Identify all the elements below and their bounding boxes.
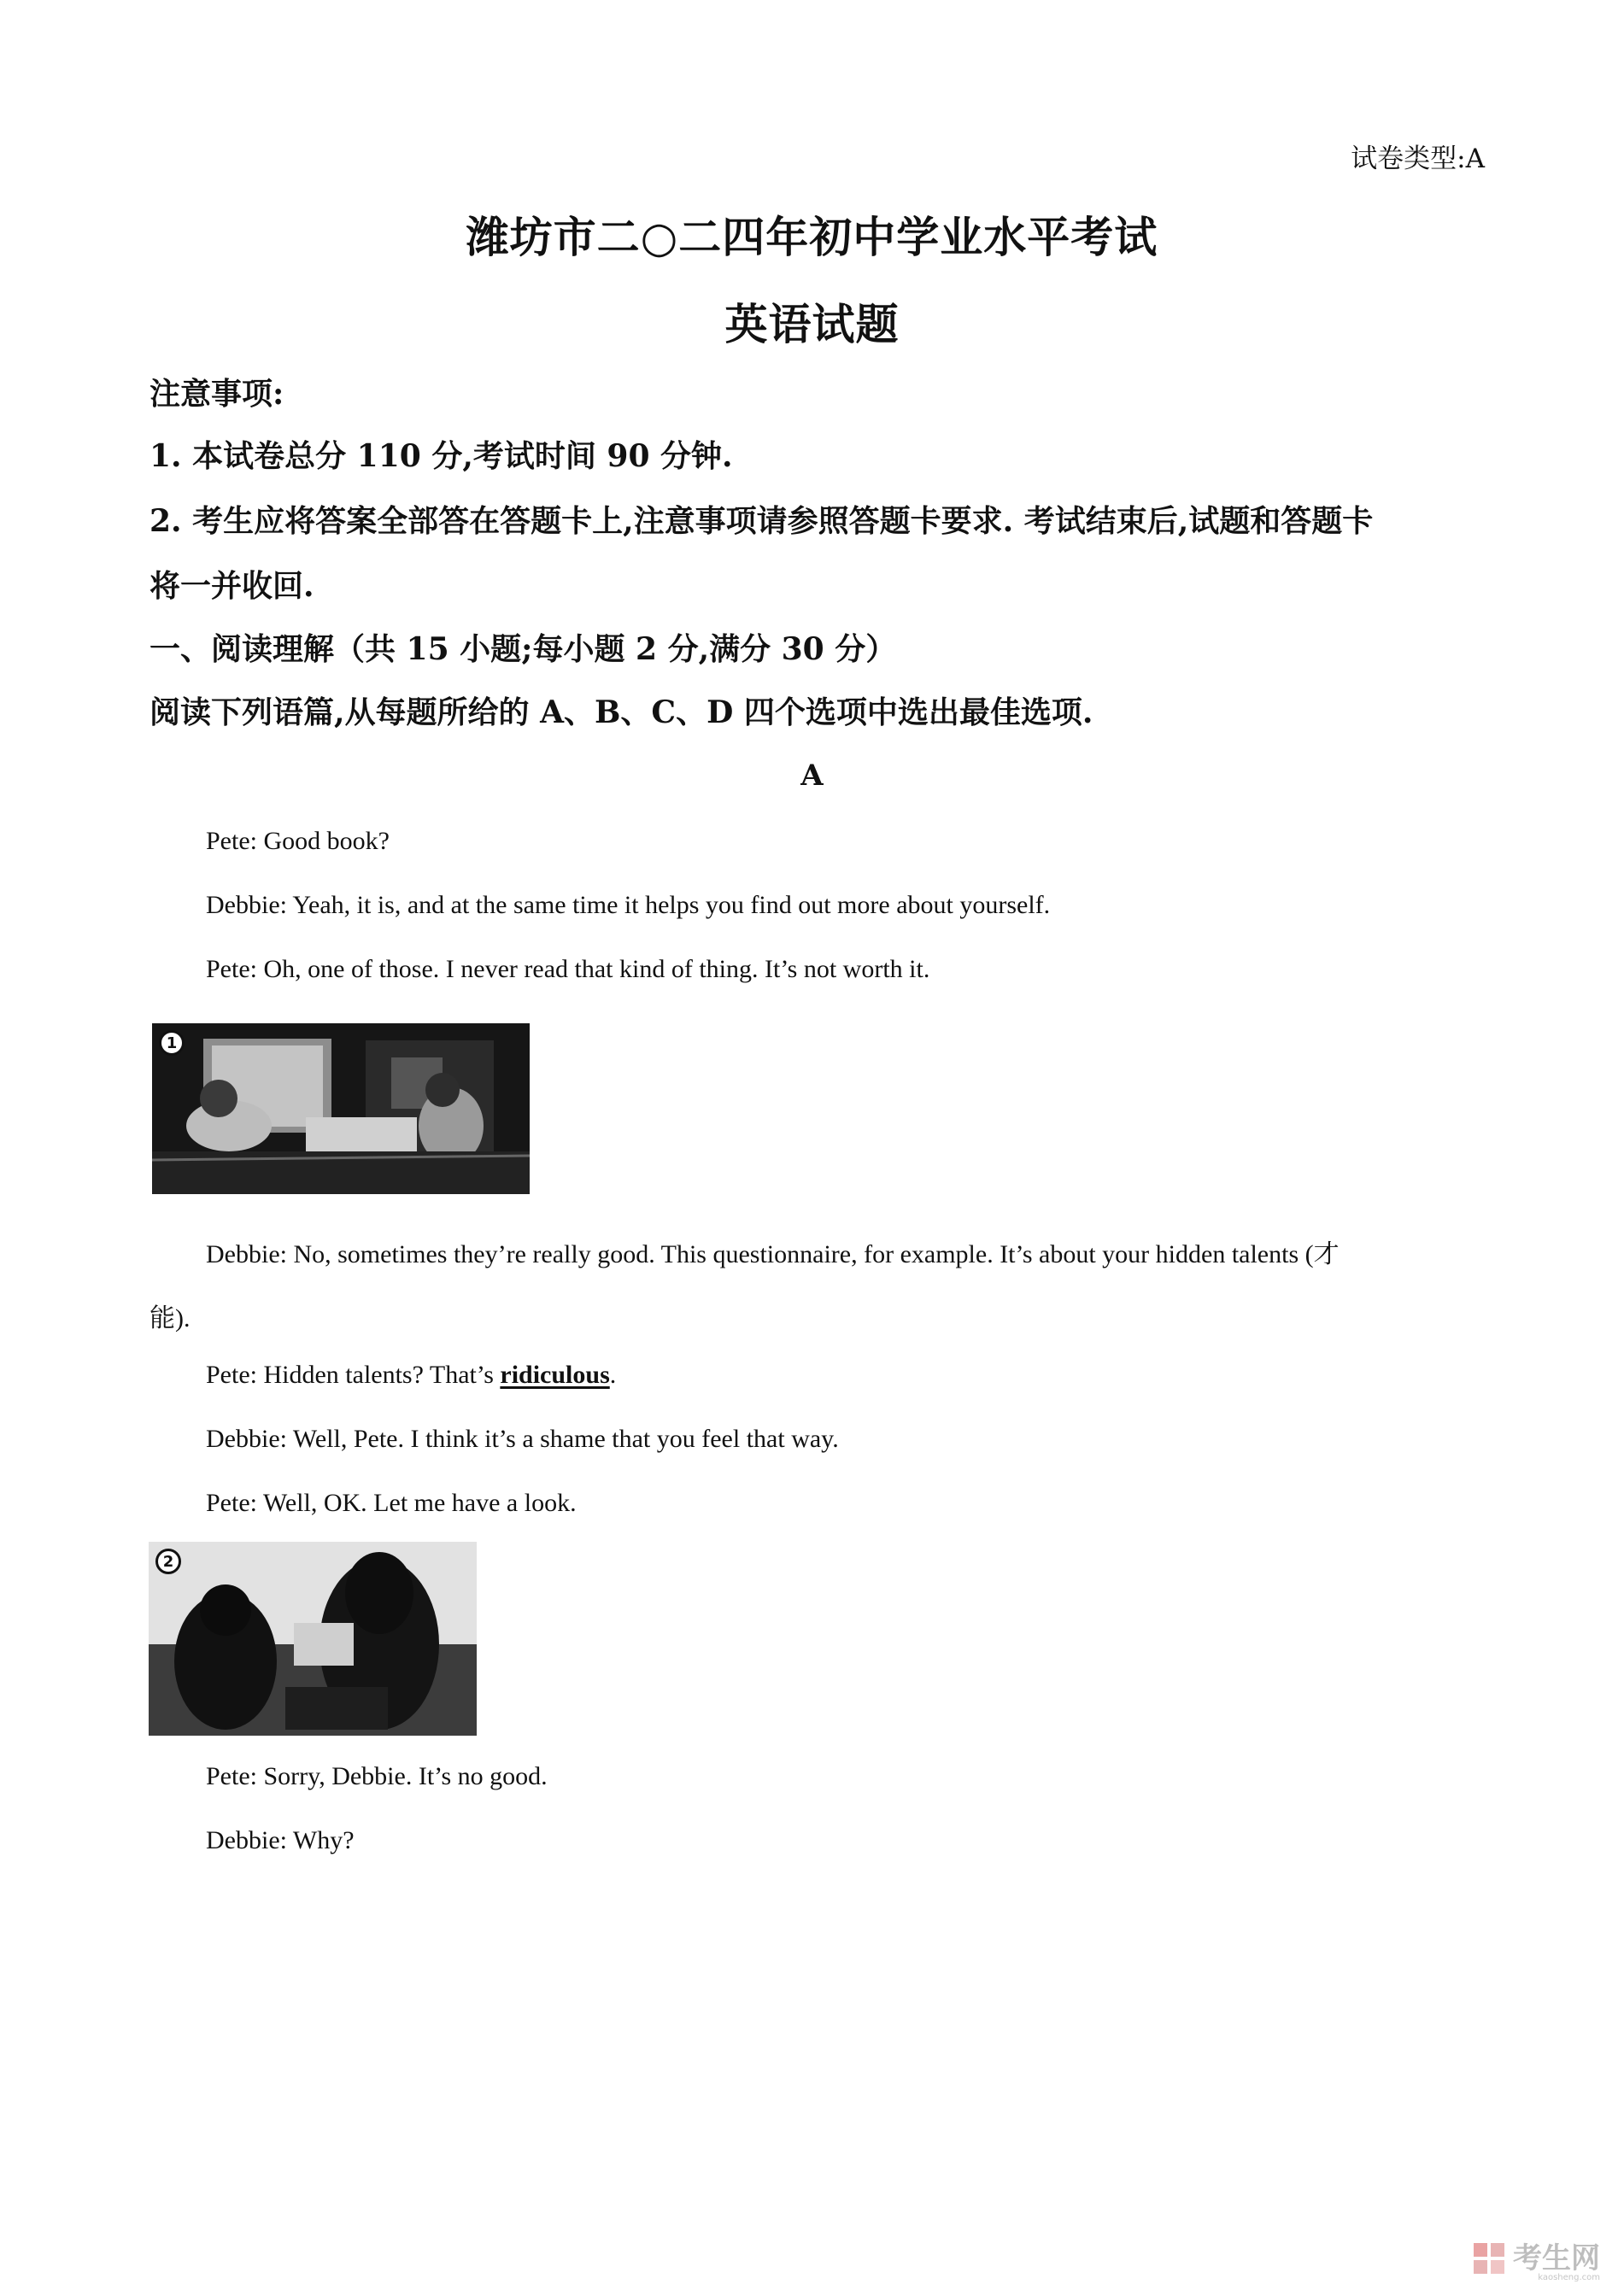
dialogue-text: . <box>609 1361 617 1389</box>
dialogue-line-continued: 能). <box>150 1304 191 1332</box>
photo-2-illustration <box>149 1542 477 1736</box>
passage-letter: A <box>800 758 824 793</box>
watermark <box>1472 2234 1600 2282</box>
note-item-2-line2: 将一并收回. <box>150 568 314 604</box>
dialogue-line: Debbie: Why? <box>206 1826 355 1854</box>
section-instruction: 阅读下列语篇,从每题所给的 A、B、C、D 四个选项中选出最佳选项. <box>150 694 1093 730</box>
dialogue-line: Pete: Good book? <box>206 827 390 855</box>
dialogue-line <box>206 1361 616 1390</box>
watermark-text: 考生网 <box>1513 2241 1600 2276</box>
dialogue-line: Pete: Sorry, Debbie. It’s no good. <box>206 1762 548 1790</box>
section-heading: 一、阅读理解（共 15 小题;每小题 2 分,满分 30 分） <box>150 631 897 667</box>
note-item-1: 1. 本试卷总分 110 分,考试时间 90 分钟. <box>150 438 733 474</box>
note-item-2-line1: 2. 考生应将答案全部答在答题卡上,注意事项请参照答题卡要求. 考试结束后,试题和答题卡 <box>150 503 1374 539</box>
watermark-subtext: kaosheng.com <box>1538 2273 1600 2282</box>
dialogue-line: Debbie: No, sometimes they’re really good. This questionnaire, for example. It’s about your hidden talents (才 <box>206 1240 1340 1268</box>
exam-subtitle: 英语试题 <box>724 299 900 349</box>
paper-type: 试卷类型:A <box>1351 144 1485 174</box>
photo-2 <box>149 1542 477 1736</box>
notes-heading: 注意事项: <box>150 376 284 412</box>
underlined-word: ridiculous <box>500 1361 610 1389</box>
photo-1-illustration <box>152 1023 530 1194</box>
photo-number-badge: 2 <box>155 1549 181 1574</box>
watermark-logo-icon <box>1472 2241 1506 2276</box>
exam-title: 潍坊市二○二四年初中学业水平考试 <box>466 212 1158 262</box>
photo-number-badge: 1 <box>159 1030 185 1056</box>
dialogue-line: Pete: Oh, one of those. I never read that kind of thing. It’s not worth it. <box>206 955 930 983</box>
dialogue-text: Pete: Hidden talents? That’s <box>206 1361 501 1389</box>
photo-1 <box>152 1023 530 1194</box>
dialogue-line: Debbie: Yeah, it is, and at the same time it helps you find out more about yourself. <box>206 891 1051 919</box>
dialogue-line: Pete: Well, OK. Let me have a look. <box>206 1489 577 1517</box>
dialogue-line: Debbie: Well, Pete. I think it’s a shame that you feel that way. <box>206 1425 839 1453</box>
